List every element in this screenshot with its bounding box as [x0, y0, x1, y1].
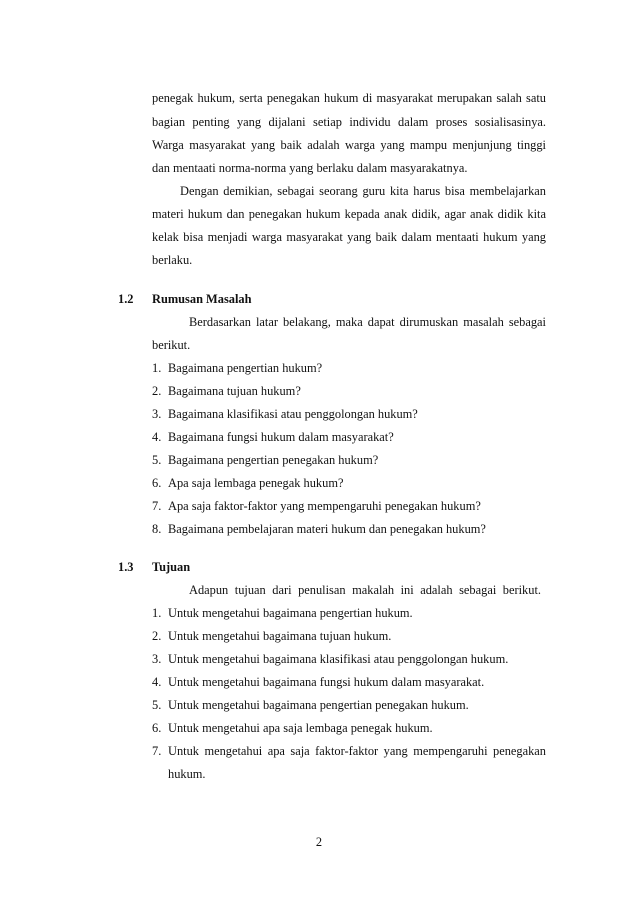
intro-line: penegak hukum, serta penegakan hukum di masyarakat merupakan salah satu	[152, 91, 546, 105]
section-number: 1.2	[118, 292, 134, 306]
list-number: 7.	[152, 499, 162, 513]
intro-line: dan mentaati norma-norma yang berlaku dalam masyarakatnya.	[152, 161, 468, 175]
list-number: 7.	[152, 744, 162, 758]
list-item: Bagaimana pembelajaran materi hukum dan penegakan hukum?	[168, 522, 486, 536]
list-item: Untuk mengetahui apa saja faktor-faktor yang mempengaruhi penegakan	[168, 744, 546, 758]
list-item: Bagaimana tujuan hukum?	[168, 384, 301, 398]
intro-line: Dengan demikian, sebagai seorang guru kita harus bisa membelajarkan	[180, 184, 546, 198]
page-number: 2	[315, 835, 323, 849]
section-intro-line: Adapun tujuan dari penulisan makalah ini adalah sebagai berikut.	[189, 583, 541, 597]
list-item: Apa saja lembaga penegak hukum?	[168, 476, 344, 490]
list-number: 4.	[152, 675, 162, 689]
intro-line: materi hukum dan penegakan hukum kepada anak didik, agar anak didik kita	[152, 207, 546, 221]
list-number: 1.	[152, 361, 162, 375]
list-item: Apa saja faktor-faktor yang mempengaruhi penegakan hukum?	[168, 499, 481, 513]
list-item: Bagaimana fungsi hukum dalam masyarakat?	[168, 430, 394, 444]
list-number: 4.	[152, 430, 162, 444]
list-number: 6.	[152, 476, 162, 490]
list-item: Untuk mengetahui bagaimana tujuan hukum.	[168, 629, 392, 643]
section-number: 1.3	[118, 560, 134, 574]
list-number: 5.	[152, 698, 162, 712]
intro-line: berlaku.	[152, 253, 193, 267]
list-number: 2.	[152, 629, 162, 643]
intro-line: Warga masyarakat yang baik adalah warga yang mampu menjunjung tinggi	[152, 138, 546, 152]
intro-line: bagian penting yang dijalani setiap individu dalam proses sosialisasinya.	[152, 115, 546, 129]
section-intro-line: Berdasarkan latar belakang, maka dapat dirumuskan masalah sebagai	[189, 315, 546, 329]
list-number: 2.	[152, 384, 162, 398]
intro-line: kelak bisa menjadi warga masyarakat yang baik dalam mentaati hukum yang	[152, 230, 546, 244]
list-number: 5.	[152, 453, 162, 467]
list-item-continuation: hukum.	[168, 767, 206, 781]
list-number: 1.	[152, 606, 162, 620]
list-item: Bagaimana pengertian hukum?	[168, 361, 323, 375]
list-item: Bagaimana pengertian penegakan hukum?	[168, 453, 379, 467]
list-item: Untuk mengetahui bagaimana pengertian penegakan hukum.	[168, 698, 469, 712]
list-item: Untuk mengetahui bagaimana klasifikasi atau penggolongan hukum.	[168, 652, 509, 666]
section-title: Rumusan Masalah	[152, 292, 252, 306]
section-intro-line: berikut.	[152, 338, 191, 352]
list-item: Untuk mengetahui bagaimana pengertian hukum.	[168, 606, 413, 620]
list-item: Untuk mengetahui bagaimana fungsi hukum dalam masyarakat.	[168, 675, 485, 689]
list-number: 6.	[152, 721, 162, 735]
section-title: Tujuan	[152, 560, 191, 574]
list-number: 8.	[152, 522, 162, 536]
list-number: 3.	[152, 407, 162, 421]
list-number: 3.	[152, 652, 162, 666]
list-item: Untuk mengetahui apa saja lembaga penegak hukum.	[168, 721, 433, 735]
list-item: Bagaimana klasifikasi atau penggolongan hukum?	[168, 407, 418, 421]
